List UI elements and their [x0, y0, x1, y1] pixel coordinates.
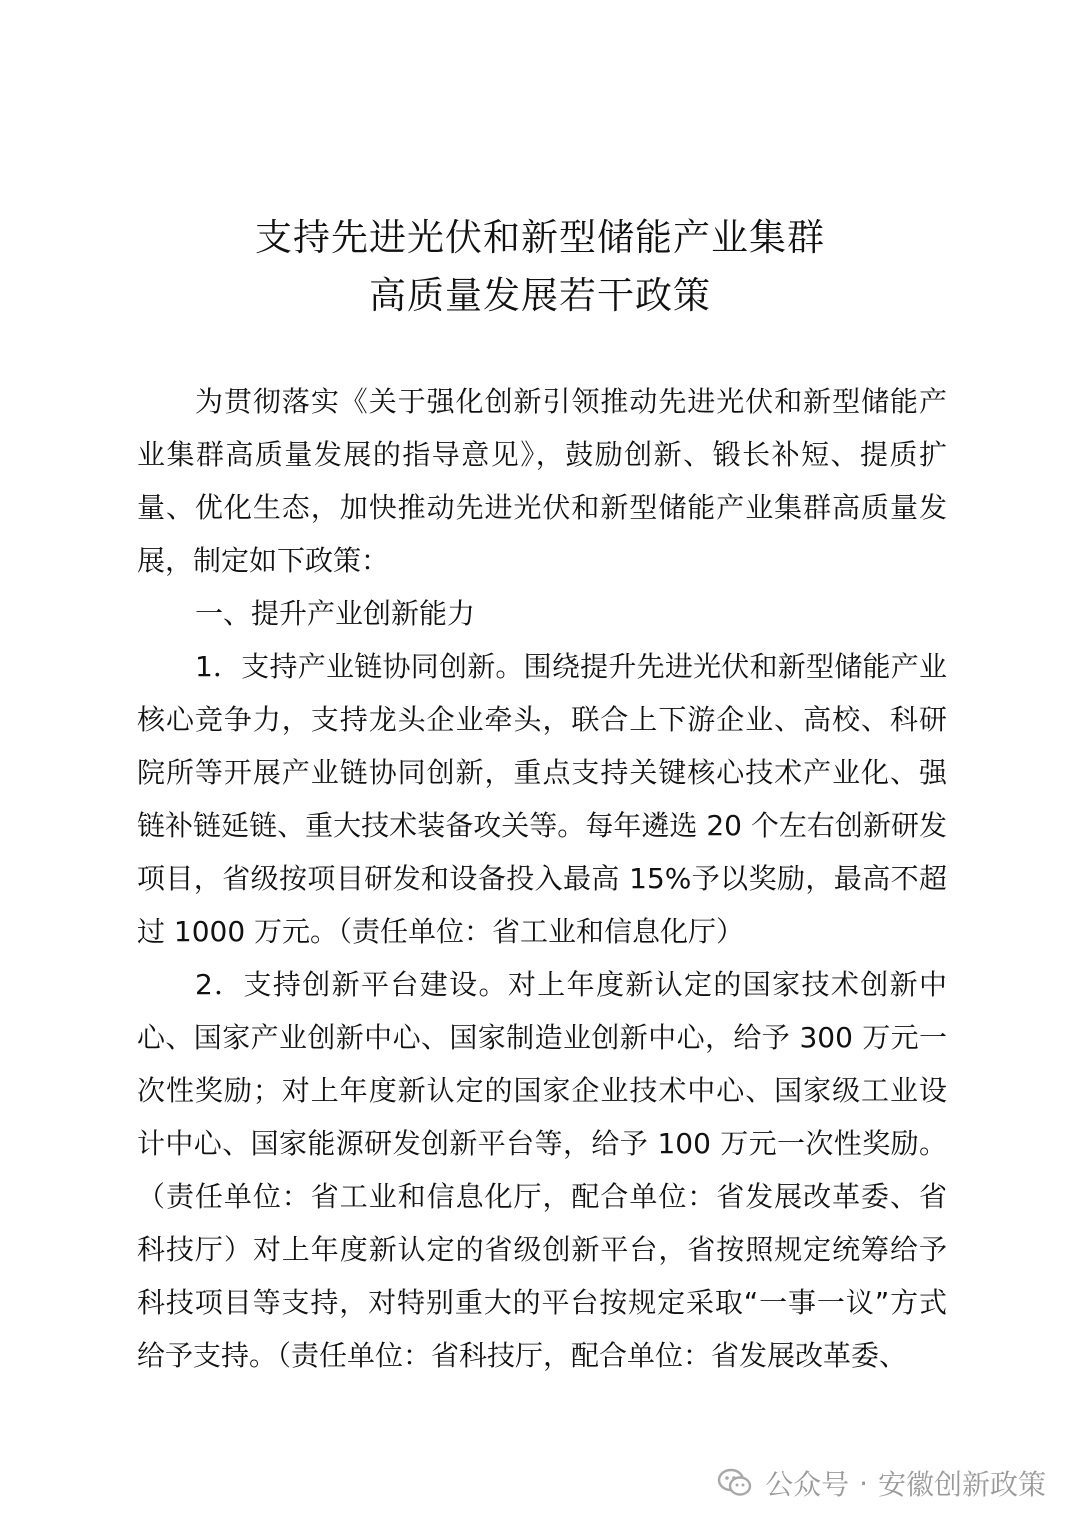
watermark-account: 安徽创新政策	[877, 1468, 1046, 1501]
document-body	[137, 375, 947, 1382]
watermark	[717, 1461, 1046, 1505]
section-heading: 一、提升产业创新能力	[195, 597, 476, 630]
policy-item-2: 2．支持创新平台建设。对上年度新认定的国家技术创新中心、国家产业创新中心、国家制造业创新中心，给予 300 万元一次性奖励；对上年度新认定的国家企业技术中心、国家级工业设计中心、国家能源研发创新平台等，给予 100 万元一次性奖励。（责任单位：省工业和信息化厅，配合单位：省发展改革委、省科技厅）对上年度新认定的省级创新平台，省按照规定统筹给予科技项目等支持，对特别重大的平台按规定采取“一事一议”方式给予支持。（责任单位：省科技厅，配合单位：省发展改革委、	[137, 968, 947, 1372]
document-title-line-2: 高质量发展若干政策	[369, 274, 711, 317]
wechat-icon	[717, 1467, 753, 1499]
watermark-label: 公众号	[765, 1468, 850, 1501]
watermark-separator: ·	[859, 1466, 868, 1500]
document-title-line-1: 支持先进光伏和新型储能产业集群	[255, 216, 825, 259]
intro-paragraph: 为贯彻落实《关于强化创新引领推动先进光伏和新型储能产业集群高质量发展的指导意见》，鼓励创新、锻长补短、提质扩量、优化生态，加快推动先进光伏和新型储能产业集群高质量发展，制定如下政策：	[137, 385, 947, 577]
policy-item-1: 1．支持产业链协同创新。围绕提升先进光伏和新型储能产业核心竞争力，支持龙头企业牵头，联合上下游企业、高校、科研院所等开展产业链协同创新，重点支持关键核心技术产业化、强链补链延链、重大技术装备攻关等。每年遴选 20 个左右创新研发项目，省级按项目研发和设备投入最高 15%予以奖励，最高不超过 1000 万元。（责任单位：省工业和信息化厅）	[137, 650, 947, 948]
